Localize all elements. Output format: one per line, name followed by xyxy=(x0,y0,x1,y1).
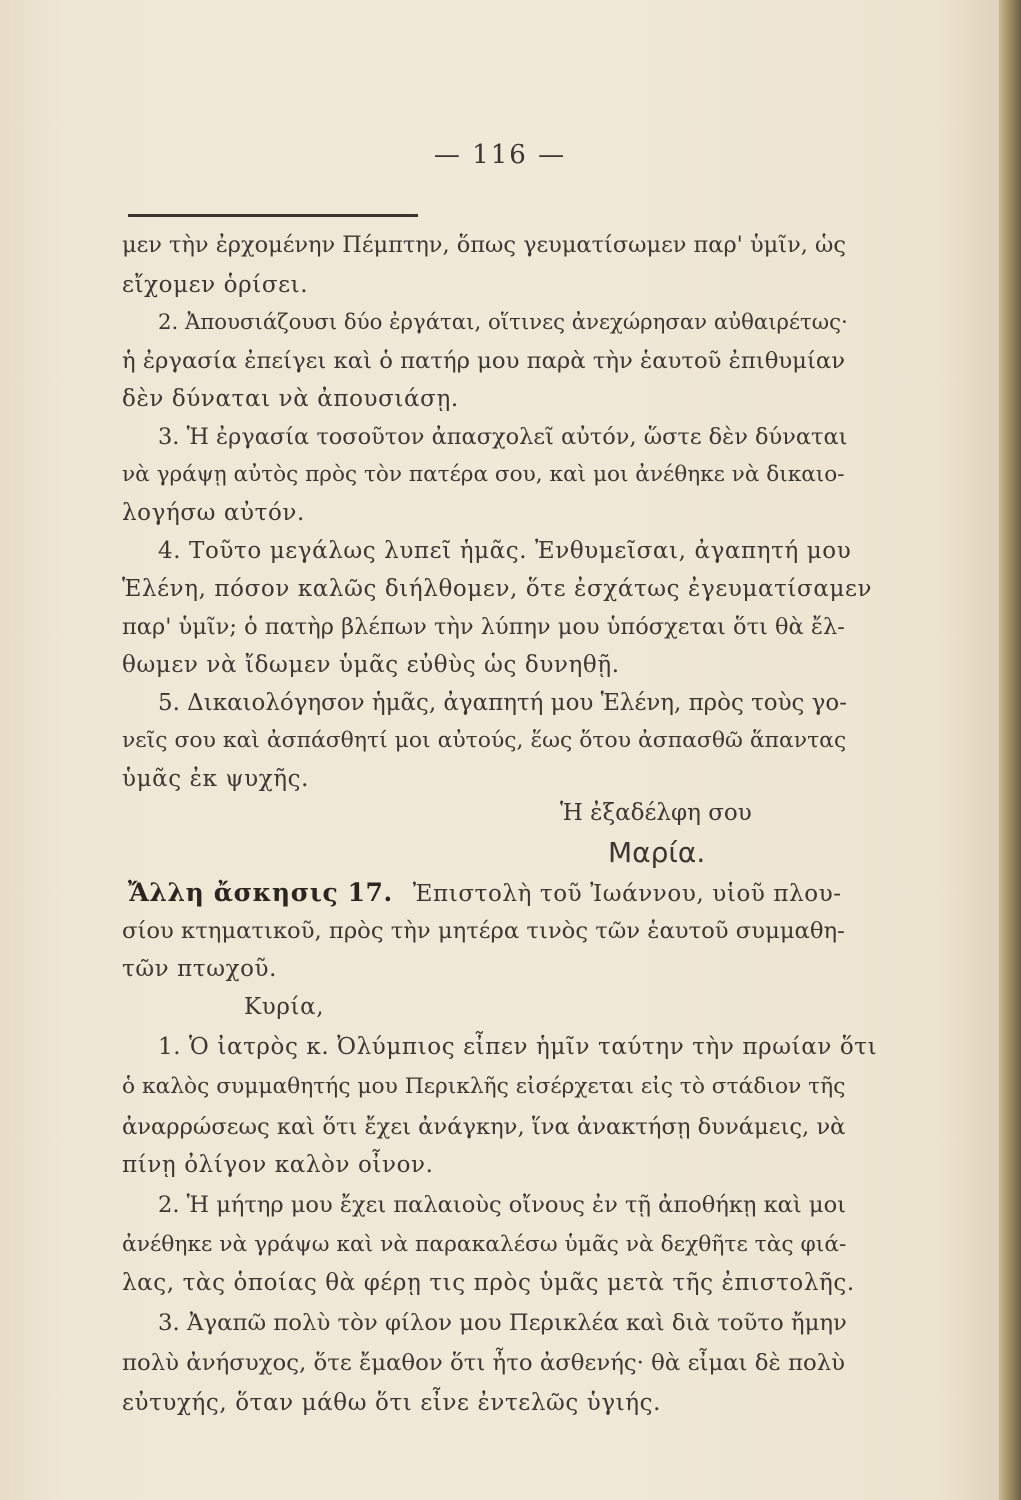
text-line: μεν τὴν ἐρχομένην Πέμπτην, ὅπως γευματίσωμεν παρ' ὑμῖν, ὡς xyxy=(122,232,846,258)
text-line: λας, τὰς ὁποίας θὰ φέρῃ τις πρὸς ὑμᾶς μετὰ τῆς ἐπιστολῆς. xyxy=(122,1270,855,1296)
letter-salutation: Κυρία, xyxy=(244,994,325,1020)
text-line: εἴχομεν ὁρίσει. xyxy=(122,272,309,298)
paragraph-2-line: 2. Ἡ μήτηρ μου ἔχει παλαιοὺς οἴνους ἐν τῇ ἀποθήκῃ καὶ μοι xyxy=(158,1192,846,1218)
text-line: πολὺ ἀνήσυχος, ὅτε ἔμαθον ὅτι ἦτο ἀσθενής· θὰ εἶμαι δὲ πολὺ xyxy=(122,1350,846,1376)
text-line: παρ' ὑμῖν; ὁ πατὴρ βλέπων τὴν λύπην μου ὑπόσχεται ὅτι θὰ ἔλ- xyxy=(122,614,845,640)
text-line: θωμεν νὰ ἴδωμεν ὑμᾶς εὐθὺς ὡς δυνηθῇ. xyxy=(122,652,620,678)
paragraph-3-line: 3. Ἡ ἐργασία τοσοῦτον ἀπασχολεῖ αὐτόν, ὥστε δὲν δύναται xyxy=(158,424,848,450)
text-line: νὰ γράψῃ αὐτὸς πρὸς τὸν πατέρα σου, καὶ μοι ἀνέθηκε νὰ δικαιο- xyxy=(122,462,845,487)
text-line: ἡ ἐργασία ἐπείγει καὶ ὁ πατήρ μου παρὰ τὴν ἑαυτοῦ ἐπιθυμίαν xyxy=(122,348,846,374)
exercise-title: Ἄλλη ἄσκησις 17. xyxy=(128,878,393,907)
paragraph-5-line: 5. Δικαιολόγησον ἡμᾶς, ἀγαπητή μου Ἑλένη, πρὸς τοὺς γο- xyxy=(158,690,847,716)
text-line: ἀναρρώσεως καὶ ὅτι ἔχει ἀνάγκην, ἵνα ἀνακτήσῃ δυνάμεις, νὰ xyxy=(122,1114,846,1140)
text-line: σίου κτηματικοῦ, πρὸς τὴν μητέρα τινὸς τῶν ἑαυτοῦ συμμαθη- xyxy=(122,918,845,944)
letter-signature: Μαρία. xyxy=(608,836,706,869)
paragraph-4-line: 4. Τοῦτο μεγάλως λυπεῖ ἡμᾶς. Ἐνθυμεῖσαι, ἀγαπητή μου xyxy=(158,538,852,564)
page-number: — 116 — xyxy=(433,140,567,170)
text-line: τῶν πτωχοῦ. xyxy=(122,956,278,982)
paragraph-1-line: 1. Ὁ ἰατρὸς κ. Ὀλύμπιος εἶπεν ἡμῖν ταύτην τὴν πρωίαν ὅτι xyxy=(158,1034,878,1060)
exercise-description: Ἐπιστολὴ τοῦ Ἰωάννου, υἱοῦ πλου- xyxy=(412,881,842,907)
text-line: νεῖς σου καὶ ἀσπάσθητί μοι αὐτούς, ἕως ὅτου ἀσπασθῶ ἅπαντας xyxy=(122,728,847,753)
book-spine-edge xyxy=(999,0,1021,1500)
text-line: εὐτυχής, ὅταν μάθω ὅτι εἶνε ἐντελῶς ὑγιής. xyxy=(122,1390,662,1416)
exercise-heading-line xyxy=(128,878,842,909)
text-line: λογήσω αὐτόν. xyxy=(122,500,305,526)
header-rule xyxy=(128,214,418,217)
text-line: πίνῃ ὀλίγον καλὸν οἶνον. xyxy=(122,1152,434,1178)
text-line: ἀνέθηκε νὰ γράψω καὶ νὰ παρακαλέσω ὑμᾶς νὰ δεχθῆτε τὰς φιά- xyxy=(122,1232,847,1257)
paragraph-2-line: 2. Ἀπουσιάζουσι δύο ἐργάται, οἵτινες ἀνεχώρησαν αὐθαιρέτως· xyxy=(158,310,848,335)
letter-closing: Ἡ ἐξαδέλφη σου xyxy=(560,800,752,826)
text-line: δὲν δύναται νὰ ἀπουσιάσῃ. xyxy=(122,386,459,412)
text-line: Ἑλένη, πόσον καλῶς διήλθομεν, ὅτε ἐσχάτως ἐγευματίσαμεν xyxy=(122,576,873,602)
text-line: ὁ καλὸς συμμαθητής μου Περικλῆς εἰσέρχεται εἰς τὸ στάδιον τῆς xyxy=(122,1074,846,1099)
paragraph-3-line: 3. Ἀγαπῶ πολὺ τὸν φίλον μου Περικλέα καὶ διὰ τοῦτο ἤμην xyxy=(158,1310,847,1336)
text-line: ὑμᾶς ἐκ ψυχῆς. xyxy=(122,766,310,792)
